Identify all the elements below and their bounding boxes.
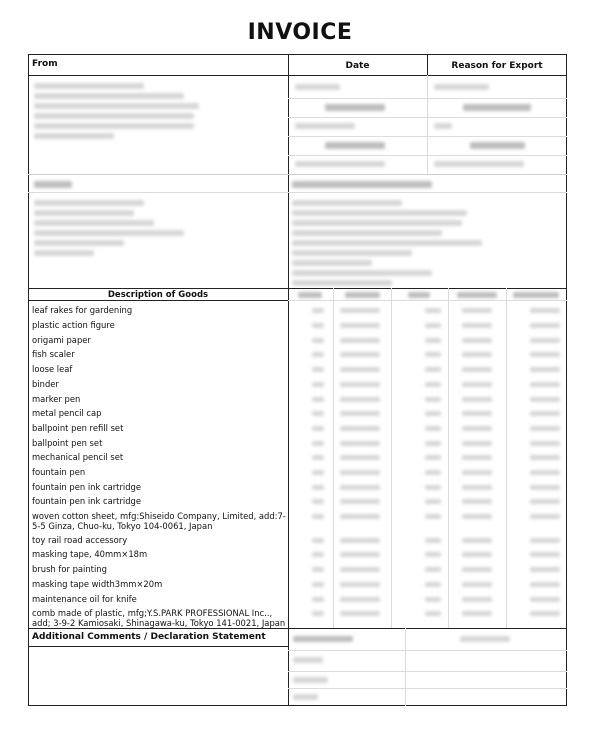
redacted-cell (425, 538, 441, 543)
invoice-title: INVOICE (247, 20, 353, 45)
redacted-cell (340, 499, 380, 504)
redacted-cell (530, 485, 560, 490)
redacted-cell (530, 470, 560, 475)
redacted-cell (312, 538, 324, 543)
comments-header-line (28, 646, 288, 647)
redacted-cell (425, 367, 441, 372)
redacted-cell (462, 485, 492, 490)
redacted-cell (462, 567, 492, 572)
redacted-cell (340, 352, 380, 357)
redacted-cell (312, 441, 324, 446)
redacted-cell (340, 470, 380, 475)
redacted-cell (340, 611, 380, 616)
redacted-cell (425, 397, 441, 402)
description-header: Description of Goods (107, 290, 209, 300)
redacted-cell (462, 308, 492, 313)
redacted-cell (312, 308, 324, 313)
redacted-cell (462, 470, 492, 475)
goods-header-bottom (28, 300, 288, 301)
redacted-cell (340, 411, 380, 416)
redacted-cell (425, 426, 441, 431)
redacted-cell (340, 582, 380, 587)
redacted-cell (340, 323, 380, 328)
redacted-cell (462, 411, 492, 416)
redacted-cell (425, 308, 441, 313)
redacted-cell (340, 455, 380, 460)
redacted-cell (425, 485, 441, 490)
goods-item: comb made of plastic, mfg;Y.S.PARK PROFESSIONAL Inc.., add; 3-9-2 Kamiosaki, Shinagawa-ku, Tokyo 141-0021, Japan (32, 608, 286, 628)
redacted-cell (530, 455, 560, 460)
comments-label: Additional Comments / Declaration Statement (32, 632, 266, 642)
redacted-cell (462, 397, 492, 402)
redacted-cell (530, 426, 560, 431)
ship-row-line (28, 174, 567, 175)
redacted-cell (462, 367, 492, 372)
date-label: Date (345, 61, 370, 71)
redacted-cell (425, 411, 441, 416)
goods-item: maintenance oil for knife (32, 594, 137, 604)
goods-item: fountain pen (32, 467, 86, 477)
redacted-cell (530, 308, 560, 313)
redacted-cell (425, 338, 441, 343)
redacted-cell (425, 514, 441, 519)
redacted-cell (312, 485, 324, 490)
redacted-cell (530, 338, 560, 343)
goods-item: ballpoint pen set (32, 438, 103, 448)
redacted-cell (425, 552, 441, 557)
goods-item: mechanical pencil set (32, 452, 124, 462)
goods-item: fountain pen ink cartridge (32, 496, 142, 506)
redacted-cell (530, 611, 560, 616)
redacted-cell (312, 455, 324, 460)
redacted-cell (530, 499, 560, 504)
redacted-cell (340, 397, 380, 402)
redacted-cell (312, 382, 324, 387)
redacted-cell (530, 397, 560, 402)
redacted-cell (312, 514, 324, 519)
redacted-cell (462, 597, 492, 602)
redacted-cell (530, 382, 560, 387)
goods-item: masking tape, 40mm×18m (32, 549, 148, 559)
redacted-cell (530, 567, 560, 572)
redacted-cell (462, 323, 492, 328)
redacted-cell (340, 552, 380, 557)
redacted-cell (425, 455, 441, 460)
redacted-cell (462, 426, 492, 431)
redacted-cell (312, 323, 324, 328)
redacted-cell (462, 338, 492, 343)
redacted-cell (340, 338, 380, 343)
redacted-cell (340, 367, 380, 372)
goods-item: marker pen (32, 394, 81, 404)
goods-item: origami paper (32, 335, 91, 345)
redacted-cell (340, 597, 380, 602)
comments-top-line (28, 628, 567, 629)
goods-item: leaf rakes for gardening (32, 305, 133, 315)
redacted-cell (312, 499, 324, 504)
redacted-cell (425, 567, 441, 572)
redacted-cell (530, 582, 560, 587)
goods-item: fountain pen ink cartridge (32, 482, 142, 492)
redacted-cell (312, 367, 324, 372)
redacted-cell (530, 441, 560, 446)
redacted-cell (340, 308, 380, 313)
redacted-cell (530, 538, 560, 543)
redacted-cell (312, 338, 324, 343)
redacted-cell (340, 382, 380, 387)
goods-item: metal pencil cap (32, 408, 102, 418)
goods-item: masking tape width3mm×20m (32, 579, 163, 589)
redacted-cell (462, 499, 492, 504)
redacted-cell (312, 611, 324, 616)
redacted-cell (312, 352, 324, 357)
redacted-cell (340, 485, 380, 490)
redacted-cell (462, 352, 492, 357)
goods-item: brush for painting (32, 564, 107, 574)
header-row-line (28, 75, 567, 76)
redacted-cell (425, 597, 441, 602)
redacted-cell (340, 426, 380, 431)
redacted-cell (312, 470, 324, 475)
redacted-cell (462, 582, 492, 587)
redacted-cell (312, 397, 324, 402)
goods-item: fish scaler (32, 349, 75, 359)
redacted-cell (530, 367, 560, 372)
goods-item: ballpoint pen refill set (32, 423, 124, 433)
redacted-cell (462, 455, 492, 460)
redacted-cell (530, 323, 560, 328)
redacted-cell (530, 597, 560, 602)
redacted-cell (340, 441, 380, 446)
redacted-cell (312, 426, 324, 431)
redacted-cell (462, 538, 492, 543)
redacted-cell (425, 582, 441, 587)
goods-item: toy rail road accessory (32, 535, 128, 545)
redacted-cell (530, 514, 560, 519)
redacted-cell (462, 382, 492, 387)
reason-label: Reason for Export (451, 61, 543, 71)
redacted-cell (340, 567, 380, 572)
redacted-cell (312, 552, 324, 557)
redacted-cell (425, 441, 441, 446)
redacted-cell (425, 499, 441, 504)
redacted-cell (425, 470, 441, 475)
redacted-cell (425, 382, 441, 387)
goods-item: woven cotton sheet, mfg:Shiseido Company, Limited, add:7-5-5 Ginza, Chuo-ku, Tokyo 104-0061, Japan (32, 511, 286, 531)
redacted-cell (425, 611, 441, 616)
redacted-cell (312, 567, 324, 572)
goods-item: loose leaf (32, 364, 73, 374)
from-label: From (32, 59, 58, 69)
goods-item: binder (32, 379, 59, 389)
redacted-cell (462, 514, 492, 519)
redacted-cell (312, 582, 324, 587)
goods-item: plastic action figure (32, 320, 115, 330)
redacted-cell (340, 538, 380, 543)
redacted-cell (312, 411, 324, 416)
goods-header-top (28, 288, 567, 289)
redacted-cell (462, 552, 492, 557)
redacted-cell (312, 597, 324, 602)
column-divider (288, 54, 289, 706)
redacted-cell (530, 352, 560, 357)
redacted-cell (425, 323, 441, 328)
redacted-cell (425, 352, 441, 357)
redacted-cell (462, 611, 492, 616)
redacted-cell (462, 441, 492, 446)
redacted-cell (530, 552, 560, 557)
redacted-cell (340, 514, 380, 519)
redacted-cell (530, 411, 560, 416)
